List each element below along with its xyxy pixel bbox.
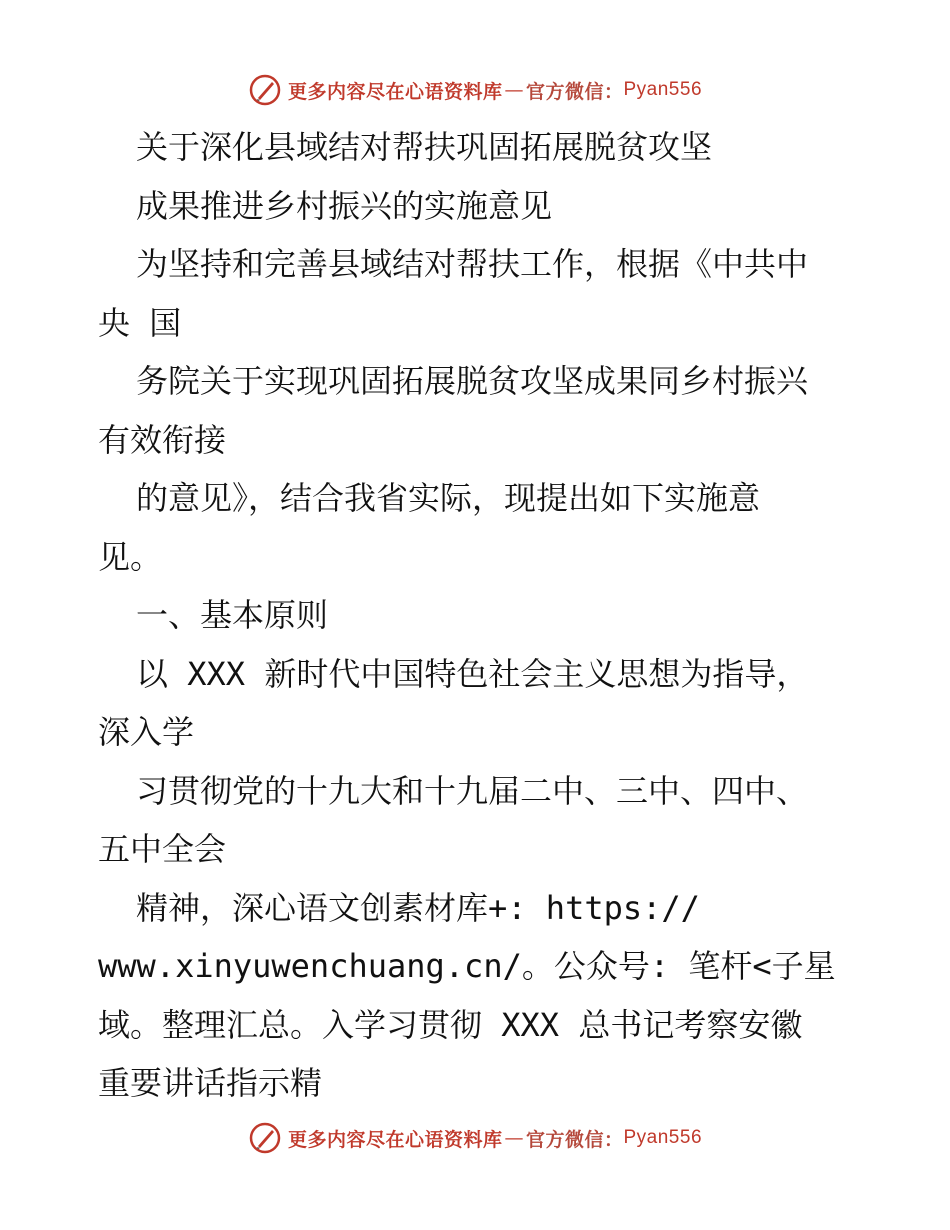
watermark-dash: — <box>504 79 524 101</box>
doc-line: 见。 <box>98 537 163 576</box>
section-heading: 一、基本原则 <box>136 596 329 634</box>
doc-line: 央 国 <box>98 303 182 342</box>
watermark-label: 官方微信： <box>525 1128 624 1151</box>
doc-title-line-2: 成果推进乡村振兴的实施意见 <box>136 186 553 225</box>
doc-line: www.xinyuwenchuang.cn/。公众号: 笔杆<子星 <box>98 947 836 985</box>
quill-circle-logo-icon <box>248 73 282 107</box>
doc-line: 习贯彻党的十九大和十九届二中、三中、四中、 <box>136 771 809 810</box>
watermark-dash: — <box>504 1127 524 1149</box>
watermark-main-text: 更多内容尽在心语资料库 <box>287 1128 503 1151</box>
doc-line: 以 XXX 新时代中国特色社会主义思想为指导， <box>136 654 809 693</box>
quill-circle-logo-icon <box>248 1121 282 1155</box>
doc-line: 五中全会 <box>98 830 227 868</box>
doc-line: 精神，深心语文创素材库+: https:// <box>136 888 700 927</box>
watermark-id: Pyan556 <box>623 79 703 100</box>
document-body <box>98 118 888 1113</box>
doc-line: 务院关于实现巩固拓展脱贫攻坚成果同乡村振兴 <box>136 362 809 400</box>
footer-watermark <box>0 1118 950 1158</box>
watermark-main-text: 更多内容尽在心语资料库 <box>287 80 503 103</box>
doc-line: 深入学 <box>98 713 195 751</box>
watermark-id: Pyan556 <box>623 1127 703 1148</box>
header-watermark <box>0 70 950 110</box>
doc-line: 为坚持和完善县域结对帮扶工作，根据《中共中 <box>136 245 809 283</box>
watermark-label: 官方微信： <box>525 80 624 103</box>
doc-title-line-1: 关于深化县域结对帮扶巩固拓展脱贫攻坚 <box>136 128 713 166</box>
doc-line: 重要讲话指示精 <box>98 1064 323 1102</box>
doc-line: 域。整理汇总。入学习贯彻 XXX 总书记考察安徽 <box>98 1005 803 1044</box>
doc-line: 的意见》，结合我省实际，现提出如下实施意 <box>136 479 761 517</box>
doc-line: 有效衔接 <box>98 420 227 459</box>
